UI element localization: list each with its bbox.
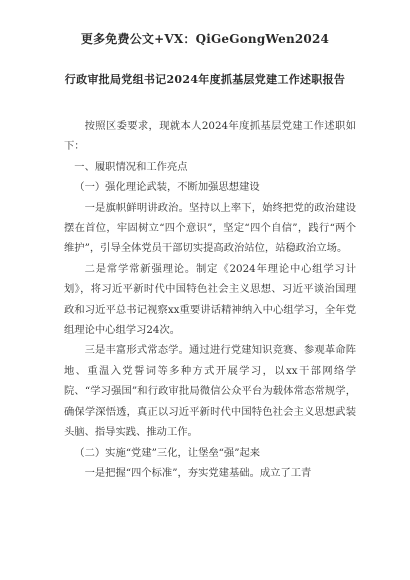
body-paragraph: 三是丰富形式常态学。通过进行党建知识竞赛、参观革命阵地、重温入党誓词等多种方式开展学习，以xx干部网络学院、“学习强国”和行政审批局微信公众平台为载体常态常规学，确保学深悟透，真正以习近平新时代中国特色社会主义思想武装头脑、指导实践、推动工作。 <box>64 344 356 439</box>
section-heading: 一、履职情况和工作亮点 <box>74 160 188 173</box>
body-paragraph: 二是常学常新强理论。制定《2024年理论中心组学习计划》，将习近平新时代中国特色社会主义思想、习近平谈治国理政和习近平总书记视察xx重要讲话精神纳入中心组学习，全年党组理论中心组学习24次。 <box>64 262 356 337</box>
body-paragraph: 一是把握“四个标准”，夯实党建基础。成立了工青 <box>84 466 312 479</box>
watermark-text: 更多免费公文+VX：QiGeGongWen2024 <box>80 32 330 46</box>
document-title: 行政审批局党组书记2024年度抓基层党建工作述职报告 <box>64 73 346 86</box>
intro-paragraph: 按照区委要求，现就本人2024年度抓基层党建工作述职如下： <box>64 120 356 153</box>
subsection-heading: （二）实施“党建”三化，让堡垒“强”起来 <box>74 446 261 459</box>
body-paragraph: 一是旗帜鲜明讲政治。坚持以上率下，始终把党的政治建设摆在首位，牢固树立“四个意识”，坚定“四个自信”，践行“两个维护”，引导全体党员干部切实提高政治站位，站稳政治立场。 <box>64 201 356 255</box>
document-body <box>64 116 356 483</box>
subsection-heading: （一）强化理论武装，不断加强思想建设 <box>74 181 260 194</box>
